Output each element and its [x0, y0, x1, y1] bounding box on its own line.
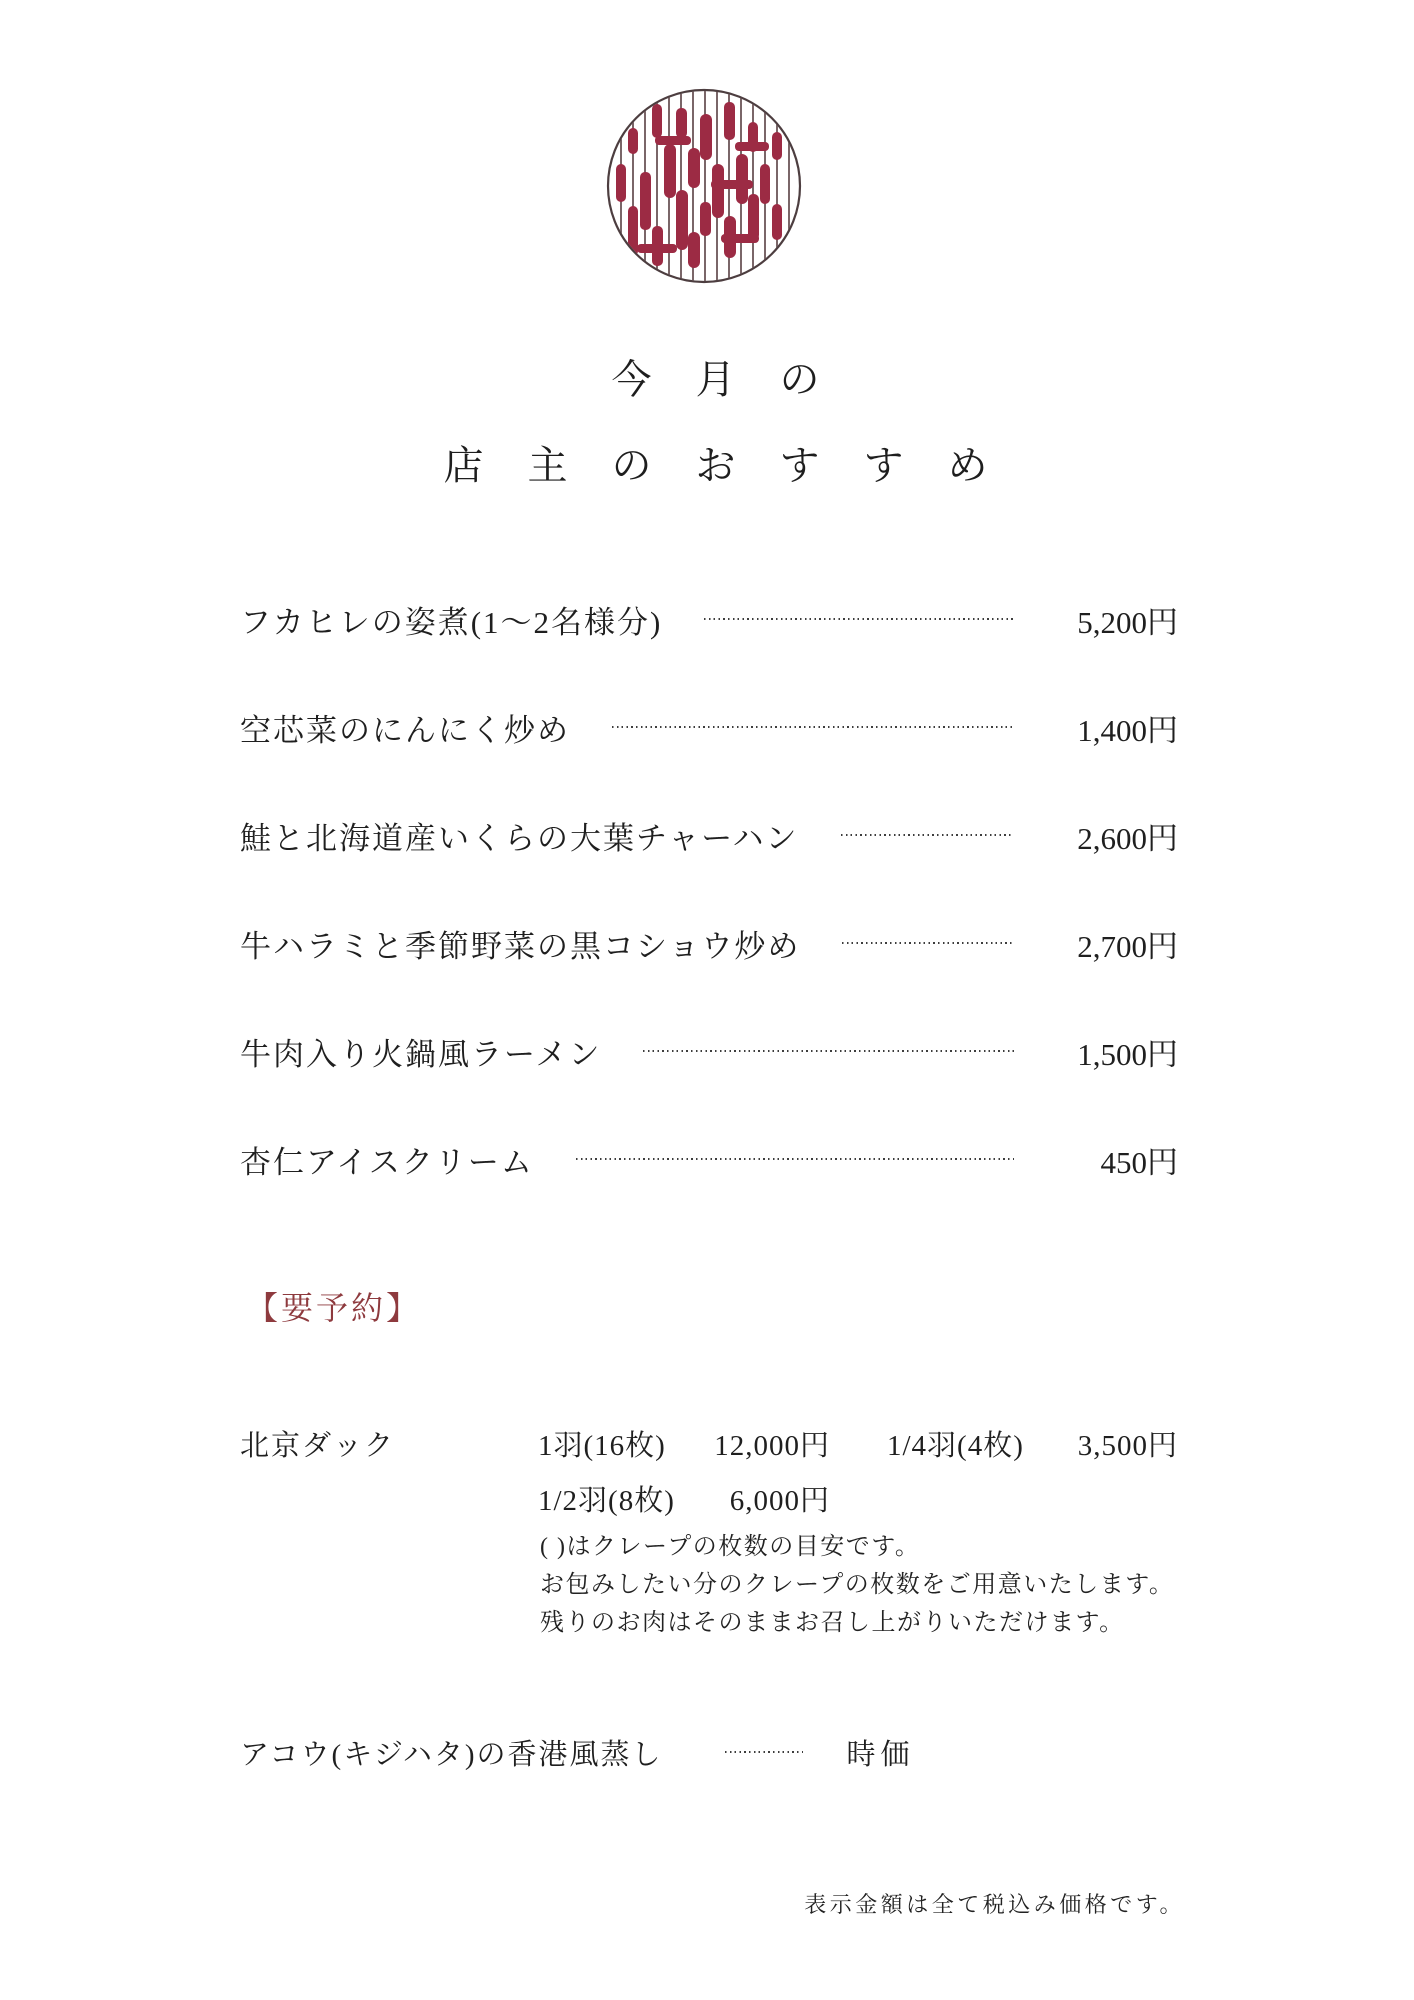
menu-item-name: フカヒレの姿煮(1～2名様分) — [240, 604, 663, 640]
reservation-required-heading: 【要予約】 — [246, 1290, 422, 1326]
peking-duck-note-line: 残りのお肉はそのままお召し上がりいただけます。 — [540, 1610, 1125, 1636]
dotted-leader — [725, 1751, 803, 1753]
akou-price: 時価 — [846, 1738, 915, 1771]
dotted-leader — [612, 726, 1014, 728]
recommended-menu-list — [240, 598, 1178, 1246]
peking-duck-note-line: ( )はクレープの枚数の目安です。 — [540, 1534, 921, 1560]
menu-item-price: 1,500円 — [1077, 1036, 1178, 1072]
menu-item-name: 空芯菜のにんにく炒め — [240, 712, 570, 748]
menu-item-price: 2,600円 — [1077, 820, 1178, 856]
dotted-leader — [704, 618, 1014, 620]
menu-item-row — [240, 1138, 1178, 1180]
menu-item-price: 450円 — [1100, 1144, 1178, 1180]
peking-duck-note-line: お包みしたい分のクレープの枚数をご用意いたします。 — [540, 1572, 1175, 1598]
menu-item-name: 牛肉入り火鍋風ラーメン — [240, 1036, 602, 1072]
peking-duck-qty-half: 1/2羽(8枚) — [538, 1485, 675, 1517]
peking-duck-qty-quarter: 1/4羽(4枚) — [887, 1430, 1024, 1462]
page-title-line1: 今 月 の — [611, 357, 837, 402]
peking-duck-price-quarter: 3,500円 — [1077, 1430, 1178, 1462]
menu-item-name: 杏仁アイスクリーム — [240, 1144, 534, 1180]
menu-item-row — [240, 706, 1178, 748]
peking-duck-notes — [540, 1528, 1174, 1642]
menu-item-price: 5,200円 — [1077, 604, 1178, 640]
dotted-leader — [841, 834, 1014, 836]
peking-duck-qty-whole: 1羽(16枚) — [538, 1430, 666, 1462]
menu-item-price: 1,400円 — [1077, 712, 1178, 748]
peking-duck-price-whole: 12,000円 — [714, 1430, 830, 1462]
peking-duck-price-half: 6,000円 — [729, 1485, 830, 1517]
menu-item-name: 鮭と北海道産いくらの大葉チャーハン — [240, 820, 799, 856]
menu-item-row — [240, 814, 1178, 856]
menu-item-row — [240, 922, 1178, 964]
menu-item-row — [240, 1030, 1178, 1072]
dotted-leader — [643, 1050, 1014, 1052]
dotted-leader — [576, 1158, 1014, 1160]
menu-item-row — [240, 598, 1178, 640]
seal-stamp-icon — [603, 84, 805, 288]
menu-item-price: 2,700円 — [1077, 928, 1178, 964]
akou-menu-row — [240, 1732, 915, 1772]
tax-included-note: 表示金額は全て税込み価格です。 — [804, 1892, 1185, 1917]
peking-duck-name: 北京ダック — [240, 1430, 396, 1462]
akou-name: アコウ(キジハタ)の香港風蒸し — [240, 1738, 663, 1771]
menu-item-name: 牛ハラミと季節野菜の黒コショウ炒め — [240, 928, 801, 964]
page-title-line2: 店 主 の お す す め — [443, 443, 1005, 488]
dotted-leader — [842, 942, 1014, 944]
